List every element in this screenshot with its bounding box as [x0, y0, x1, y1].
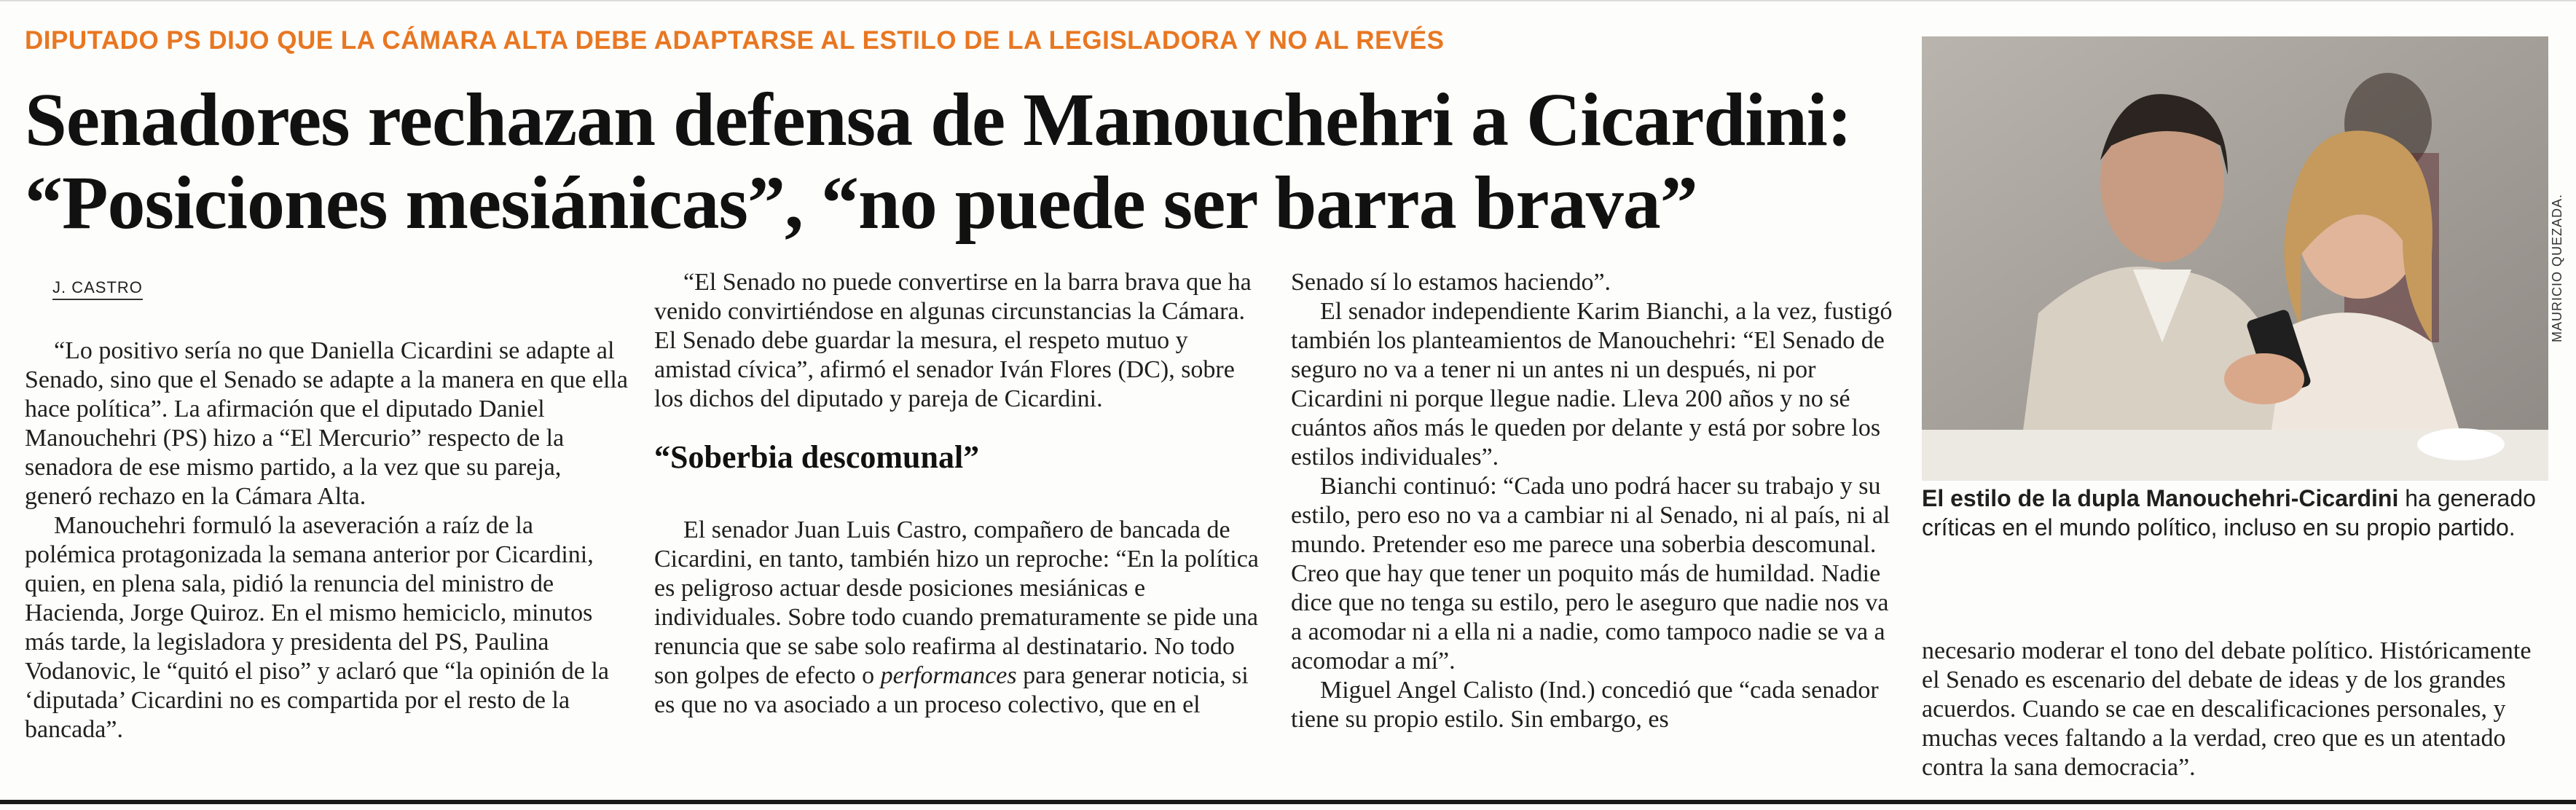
paragraph: “Lo positivo sería no que Daniella Cicardini se adapte al Senado, sino que el Senado se adapte a la manera en que ella hace política”. La afirmación que el diputado Daniel Manouchehri (PS) hizo a “El Mercurio” respecto de la senadora de ese mismo partido, a la vez que su pareja, generó rechazo en la Cámara Alta.	[25, 337, 628, 510]
byline: J. CASTRO	[52, 278, 143, 300]
paragraph: Miguel Angel Calisto (Ind.) concedió que “cada senador tiene su propio estilo. Sin embargo, es	[1291, 677, 1879, 733]
paragraph: Manouchehri formuló la aseveración a raíz de la polémica protagonizada la semana anterior por Cicardini, quien, en plena sala, pidió la renuncia del ministro de Hacienda, Jorge Quiroz. En el mismo hemiciclo, minutos más tarde, la legisladora y presidenta del PS, Paulina Vodanovic, le “quitó el piso” y aclaró que “la opinión de la ‘diputada’ Cicardini no es compartida por el resto de la bancada”.	[25, 512, 609, 743]
photo-caption	[1922, 484, 2548, 542]
article-column-1	[25, 337, 629, 744]
headline-line-2: “Posiciones mesiánicas”, “no puede ser barra brava”	[25, 161, 1697, 245]
article-column-2	[654, 268, 1259, 720]
paragraph-text: para generar noticia, si es que no va asociado a un proceso colectivo, que en el	[654, 662, 1249, 718]
headline-line-1: Senadores rechazan defensa de Manouchehri a Cicardini:	[25, 78, 1852, 162]
subheading: “Soberbia descomunal”	[654, 439, 980, 475]
paragraph: El senador independiente Karim Bianchi, a la vez, fustigó también los planteamientos de Manouchehri: “El Senado de seguro no va a tener ni un antes ni un después, ni por Cicardini ni porque llegue nadie. Lleva 200 años y no sé cuántos años más le queden por delante y está por sobre los estilos individuales”.	[1291, 298, 1893, 471]
photo-credit: MAURICIO QUEZADA.	[2550, 193, 2564, 342]
paragraph	[654, 516, 1259, 720]
italic-term: performances	[880, 662, 1017, 689]
article-column-3	[1291, 268, 1896, 734]
paragraph-text: El senador Juan Luis Castro, compañero de bancada de Cicardini, en tanto, también hizo un reproche: “En la política es peligroso actuar desde posiciones mesiánicas e individuales. Sobre todo cuando prematuramente se pide una renuncia que se sabe solo reafirma al destinatario. No todo son golpes de efecto o	[654, 516, 1259, 689]
photo-illustration	[1922, 36, 2548, 481]
paragraph: necesario moderar el tono del debate político. Históricamente el Senado es escenario del debate de ideas y de los grandes acuerdos. Cuando se cae en descalificaciones personales, y muchas veces faltando a la verdad, creo que es un atentado contra la sana democracia”.	[1922, 637, 2532, 781]
paragraph: Senado sí lo estamos haciendo”.	[1291, 269, 1611, 296]
caption-text: ha generado críticas en el mundo político, incluso en su propio partido.	[1922, 485, 2536, 540]
bottom-rule	[0, 800, 2576, 804]
top-hairline	[0, 0, 2576, 1]
headline	[25, 79, 1904, 245]
article-column-4	[1922, 637, 2548, 782]
kicker: DIPUTADO PS DIJO QUE LA CÁMARA ALTA DEBE ADAPTARSE AL ESTILO DE LA LEGISLADORA Y NO AL REVÉS	[25, 26, 1445, 55]
paragraph: Bianchi continuó: “Cada uno podrá hacer su trabajo y su estilo, pero eso no va a cambiar ni al Senado, ni al país, ni al mundo. Pretender eso me parece una soberbia descomunal. Creo que hay que tener un poquito más de humildad. Nadie dice que no tenga su estilo, pero le aseguro que nadie nos va a acomodar ni a ella ni a nadie, como tampoco nadie se va a acomodar a mí”.	[1291, 473, 1890, 675]
caption-lead: El estilo de la dupla Manouchehri-Cicardini	[1922, 485, 2399, 511]
paragraph: “El Senado no puede convertirse en la barra brava que ha venido convirtiéndose en algunas circunstancias la Cámara. El Senado debe guardar la mesura, el respeto mutuo y amistad cívica”, afirmó el senador Iván Flores (DC), sobre los dichos del diputado y pareja de Cicardini.	[654, 269, 1252, 412]
news-photo	[1922, 36, 2548, 481]
